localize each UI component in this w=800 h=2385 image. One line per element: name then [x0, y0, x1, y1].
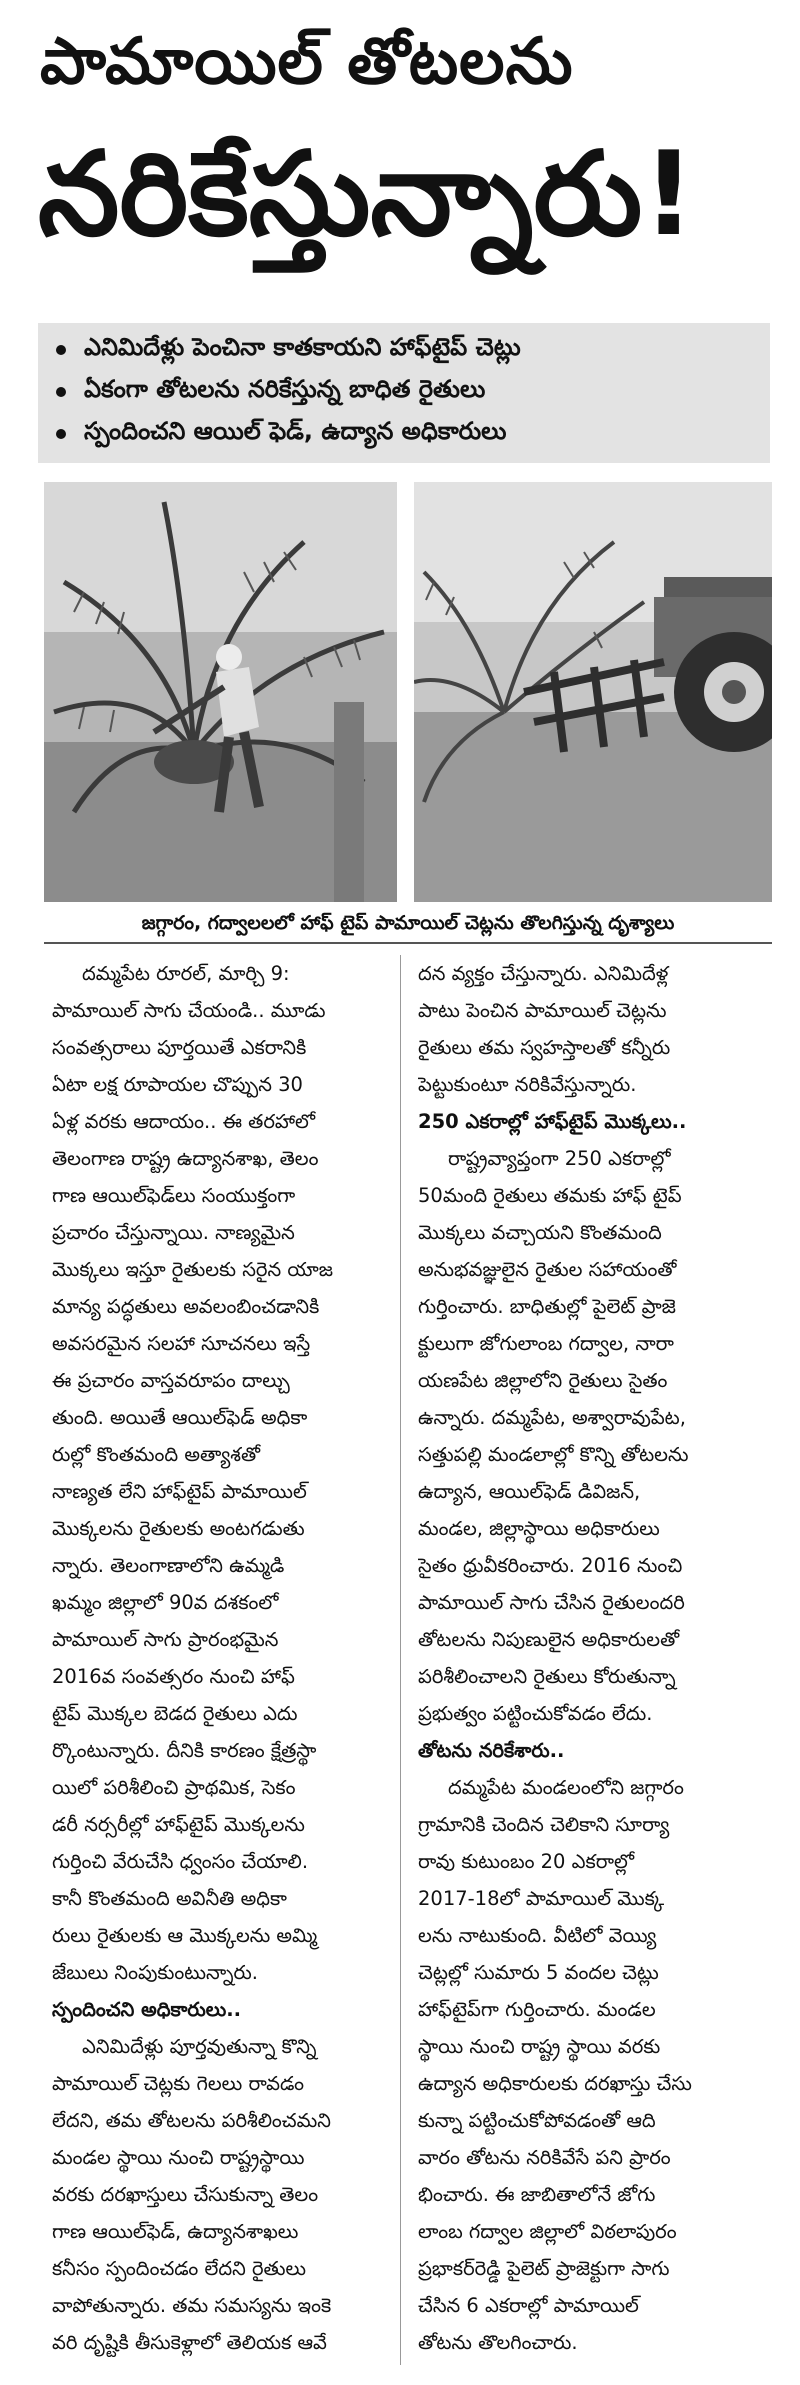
article-line: మండల స్థాయి నుంచి రాష్ట్రస్థాయి	[52, 2146, 305, 2169]
bullet-icon	[56, 429, 66, 439]
article-line: చెట్లల్లో సుమారు 5 వందల చెట్లు	[418, 1961, 659, 1984]
article-line: మొక్కలను రైతులకు అంటగడుతు	[52, 1517, 305, 1540]
highlight-text: ఎనిమిదేళ్లు పెంచినా కాతకాయని హాఫ్‌టైప్ చెట్లు	[84, 333, 521, 361]
article-line: నాణ్యత లేని హాఫ్‌టైప్ పామాయిల్	[52, 1480, 307, 1503]
article-line: రులు రైతులకు ఆ మొక్కలను అమ్మి	[52, 1924, 318, 1947]
article-line: గుర్తించారు. బాధితుల్లో పైలెట్ ప్రాజె	[418, 1295, 676, 1318]
article-line: హాఫ్‌టైప్‌గా గుర్తించారు. మండల	[418, 1998, 656, 2021]
article-line: ఏటా లక్ష రూపాయల చొప్పున 30	[52, 1073, 303, 1096]
article-line: తెలంగాణ రాష్ట్ర ఉద్యానశాఖ, తెలం	[52, 1147, 319, 1170]
article-line: భించారు. ఈ జాబితాలోనే జోగు	[418, 2183, 656, 2206]
article-line: పెట్టుకుంటూ నరికివేస్తున్నారు.	[418, 1073, 637, 1096]
article-line: లను నాటుకుంది. వీటిలో వెయ్యి	[418, 1924, 657, 1947]
article-line: పాటు పెంచిన పామాయిల్ చెట్లను	[418, 999, 667, 1022]
article-line: మాన్య పద్ధతులు అవలంబించడానికి	[52, 1295, 320, 1318]
article-column-right	[418, 955, 772, 2361]
article-line: సత్తుపల్లి మండలాల్లో కొన్ని తోటలను	[418, 1443, 689, 1466]
headline-line-2: నరికేస్తున్నారు!	[38, 127, 696, 262]
article-line: గుర్తించి వేరుచేసి ధ్వంసం చేయాలి.	[52, 1850, 309, 1873]
article-line: అవసరమైన సలహా సూచనలు ఇస్తే	[52, 1332, 311, 1355]
article-line: ఉద్యాన, ఆయిల్‌ఫెడ్ డివిజన్,	[418, 1480, 641, 1503]
highlight-text: ఏకంగా తోటలను నరికేస్తున్న బాధిత రైతులు	[84, 375, 486, 403]
article-line: 2017-18లో పామాయిల్ మొక్క	[418, 1887, 665, 1910]
article-line: రావు కుటుంబం 20 ఎకరాల్లో	[418, 1850, 635, 1873]
article-line: వాపోతున్నారు. తమ సమస్యను ఇంకె	[52, 2294, 332, 2317]
article-line: పామాయిల్ చెట్లకు గెలలు రావడం	[52, 2072, 305, 2095]
article-column-left	[52, 955, 406, 2361]
article-line: కనీసం స్పందించడం లేదని రైతులు	[52, 2257, 307, 2280]
article-line: కానీ కొంతమంది అవినీతి అధికా	[52, 1887, 287, 1910]
article-line: ఉన్నారు. దమ్మపేట, అశ్వారావుపేట,	[418, 1406, 686, 1429]
article-line: ప్రభాకర్‌రెడ్డి పైలెట్ ప్రాజెక్టుగా సాగు	[418, 2257, 670, 2280]
article-line: ప్రచారం చేస్తున్నాయి. నాణ్యమైన	[52, 1221, 295, 1244]
man-cutting-palm-tree-photo	[44, 482, 397, 902]
article-line: పరిశీలించాలని రైతులు కోరుతున్నా	[418, 1665, 676, 1688]
article-line: సంవత్సరాలు పూర్తయితే ఎకరానికి	[52, 1036, 307, 1059]
article-subheading: స్పందించని అధికారులు..	[52, 1998, 242, 2021]
article-line: ర్కొంటున్నారు. దీనికి కారణం క్షేత్రస్థా	[52, 1739, 317, 1762]
article-line: రుల్లో కొంతమంది అత్యాశతో	[52, 1443, 261, 1466]
article-line: ఖమ్మం జిల్లాలో 90వ దశకంలో	[52, 1591, 279, 1614]
article-line: పామాయిల్ సాగు చేసిన రైతులందరి	[418, 1591, 685, 1614]
article-line: సైతం ధ్రువీకరించారు. 2016 నుంచి	[418, 1554, 683, 1577]
article-line: 50మంది రైతులు తమకు హాఫ్ టైప్	[418, 1184, 682, 1207]
article-line: మొక్కలు వచ్చాయని కొంతమంది	[418, 1221, 662, 1244]
article-line: కున్నా పట్టించుకోపోవడంతో ఆది	[418, 2109, 656, 2132]
article-line: లేదని, తమ తోటలను పరిశీలించమని	[52, 2109, 331, 2132]
article-line: రాష్ట్రవ్యాప్తంగా 250 ఎకరాల్లో	[448, 1147, 671, 1170]
article-line: ప్రభుత్వం పట్టించుకోవడం లేదు.	[418, 1702, 653, 1725]
highlight-item	[56, 371, 752, 413]
article-line: పామాయిల్ సాగు చేయండి.. మూడు	[52, 999, 326, 1022]
article-line: వరకు దరఖాస్తులు చేసుకున్నా తెలం	[52, 2183, 319, 2206]
article-line: యిలో పరిశీలించి ప్రాథమిక, సెకం	[52, 1776, 296, 1799]
highlight-item	[56, 413, 752, 455]
article-line: దమ్మపేట రూరల్, మార్చి 9:	[82, 962, 290, 985]
article-line: యణపేట జిల్లాలోని రైతులు సైతం	[418, 1369, 668, 1392]
article-subheading: తోటను నరికేశారు..	[418, 1739, 565, 1762]
highlight-text: స్పందించని ఆయిల్ ఫెడ్, ఉద్యాన అధికారులు	[84, 417, 507, 445]
article-line: న్నారు. తెలంగాణాలోని ఉమ్మడి	[52, 1554, 285, 1577]
article-line: జేబులు నింపుకుంటున్నారు.	[52, 1961, 258, 1984]
article-line: చేసిన 6 ఎకరాల్లో పామాయిల్	[418, 2294, 639, 2317]
article-line: తుంది. అయితే ఆయిల్‌ఫెడ్ అధికా	[52, 1406, 308, 1429]
article-line: ఎనిమిదేళ్లు పూర్తవుతున్నా కొన్ని	[82, 2035, 317, 2058]
article-line: దన వ్యక్తం చేస్తున్నారు. ఎనిమిదేళ్ల	[418, 962, 669, 985]
article-line: ఉద్యాన అధికారులకు దరఖాస్తు చేసు	[418, 2072, 692, 2095]
article-line: వారం తోటను నరికివేసే పని ప్రారం	[418, 2146, 671, 2169]
article-line: స్థాయి నుంచి రాష్ట్ర స్థాయి వరకు	[418, 2035, 661, 2058]
article-line: గాణ ఆయిల్‌ఫెడ్, ఉద్యానశాఖలు	[52, 2220, 299, 2243]
article-line: టైప్ మొక్కల బెడద రైతులు ఎదు	[52, 1702, 298, 1725]
article-line: ఏళ్ల వరకు ఆదాయం.. ఈ తరహాలో	[52, 1110, 316, 1133]
highlight-item	[56, 329, 752, 371]
article-line: మండల, జిల్లాస్థాయి అధికారులు	[418, 1517, 660, 1540]
article-line: తోటను తొలగించారు.	[418, 2331, 578, 2354]
article-line: మొక్కలు ఇస్తూ రైతులకు సరైన యాజ	[52, 1258, 333, 1281]
article-line: గ్రామానికి చెందిన చెలికాని సూర్యా	[418, 1813, 670, 1836]
bullet-icon	[56, 387, 66, 397]
article-line: క్టులుగా జోగులాంబ గద్వాల, నారా	[418, 1332, 674, 1355]
article-line: ఈ ప్రచారం వాస్తవరూపం దాల్చు	[52, 1369, 290, 1392]
article-line: రైతులు తమ స్వహస్తాలతో కన్నీరు	[418, 1036, 671, 1059]
article-line: తోటలను నిపుణులైన అధికారులతో	[418, 1628, 680, 1651]
article-line: డరీ నర్సరీల్లో హాఫ్‌టైప్ మొక్కలను	[52, 1813, 305, 1836]
photo-caption: జగ్గారం, గద్వాలలలో హాఫ్ టైప్ పామాయిల్ చెట్లను తొలగిస్తున్న దృశ్యాలు	[44, 904, 772, 944]
article-line: వరి దృష్టికి తీసుకెళ్లాలో తెలియక ఆవే	[52, 2331, 327, 2354]
tractor-uprooting-palm-photo	[414, 482, 772, 902]
article-line: 2016వ సంవత్సరం నుంచి హాఫ్	[52, 1665, 295, 1688]
article-line: గాణ ఆయిల్‌ఫెడ్‌లు సంయుక్తంగా	[52, 1184, 296, 1207]
article-line: అనుభవజ్ఞులైన రైతుల సహాయంతో	[418, 1258, 677, 1281]
headline-line-1: పామాయిల్ తోటలను	[40, 25, 574, 99]
highlights-box	[38, 323, 770, 463]
bullet-icon	[56, 345, 66, 355]
article-subheading: 250 ఎకరాల్లో హాఫ్‌టైప్ మొక్కలు..	[418, 1110, 687, 1133]
article-line: పామాయిల్ సాగు ప్రారంభమైన	[52, 1628, 279, 1651]
article-line: లాంబ గద్వాల జిల్లాలో విఠలాపురం	[418, 2220, 677, 2243]
article-line: దమ్మపేట మండలంలోని జగ్గారం	[448, 1776, 684, 1799]
